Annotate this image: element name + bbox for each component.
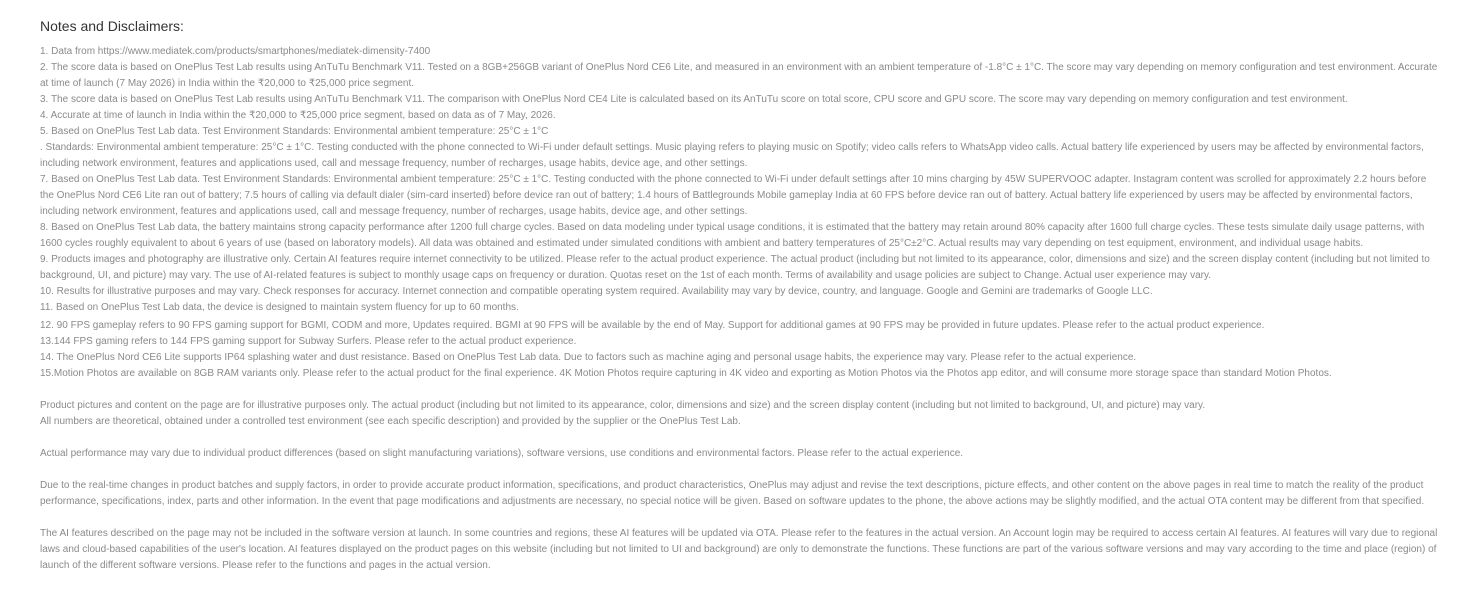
note-5: 5. Based on OnePlus Test Lab data. Test Environment Standards: Environmental ambient temperature: 25°C ± 1°C [40, 126, 549, 137]
note-2: 2. The score data is based on OnePlus Test Lab results using AnTuTu Benchmark V11. Tested on a 8GB+256GB variant of OnePlus Nord CE6 Lite, and measured in an environment with an ambient temperature of -1.8°C ± 1°C. The score may vary depending on memory configuration and test environment. Accurate at time of launch (7 May 2026) in India within the ₹20,000 to ₹25,000 price segment. [40, 62, 1438, 89]
note-15: 15.Motion Photos are available on 8GB RAM variants only. Please refer to the actual product for the final experience. 4K Motion Photos require capturing in 4K video and exporting as Motion Photos via the Photos app editor, and will consume more storage space than standard Motion Photos. [40, 368, 1332, 379]
note-6: . Standards: Environmental ambient temperature: 25°C ± 1°C. Testing conducted with the phone connected to Wi-Fi under default settings. Music playing refers to playing music on Spotify; video calls refers to WhatsApp video calls. Actual battery life experienced by users may be affected by environmental factors, including network environment, features and applications used, call and message frequency, number of recharges, usage habits, device age, and other settings. [40, 142, 1424, 169]
disclaimer-performance: Actual performance may vary due to individual product differences (based on slight manufacturing variations), software versions, use conditions and environmental factors. Please refer to the actual experience. [40, 448, 964, 459]
note-14: 14. The OnePlus Nord CE6 Lite supports IP64 splashing water and dust resistance. Based on OnePlus Test Lab data. Due to factors such as machine aging and personal usage habits, the experience may vary. Please refer to the actual experience. [40, 352, 1137, 363]
disclaimer-ai-features: The AI features described on the page may not be included in the software version at launch. In some countries and regions, these AI features will be updated via OTA. Please refer to the features in the actual version. An Account login may be required to access certain AI features. AI features will vary due to regional laws and cloud-based capabilities of the user's location. AI features displayed on the product pages on this website (including but not limited to UI and background) are only to demonstrate the functions. These functions are part of the various software versions and may vary according to the time and place (region) of launch of the different software versions. Please refer to the functions and pages in the actual version. [40, 528, 1438, 571]
notes-title: Notes and Disclaimers: [40, 18, 184, 34]
note-12: 12. 90 FPS gameplay refers to 90 FPS gaming support for BGMI, CODM and more, Updates required. BGMI at 90 FPS will be available by the end of May. Support for additional games at 90 FPS may be provided in future updates. Please refer to the actual product experience. [40, 320, 1265, 331]
disclaimer-realtime-changes: Due to the real-time changes in product batches and supply factors, in order to provide accurate product information, specifications, and product characteristics, OnePlus may adjust and revise the text descriptions, picture effects, and other content on the above pages in real time to match the reality of the product performance, specifications, index, parts and other information. In the event that page modifications and adjustments are necessary, no special notice will be given. Based on software updates to the phone, the above actions may be slightly modified, and the actual OTA content may be different from that specified. [40, 480, 1425, 507]
note-1: 1. Data from https://www.mediatek.com/products/smartphones/mediatek-dimensity-7400 [40, 46, 431, 57]
disclaimer-numbers: All numbers are theoretical, obtained under a controlled test environment (see each specific description) and provided by the supplier or the OnePlus Test Lab. [40, 416, 741, 427]
note-13: 13.144 FPS gaming refers to 144 FPS gaming support for Subway Surfers. Please refer to the actual product experience. [40, 336, 577, 347]
disclaimer-section [40, 17, 1440, 590]
note-8: 8. Based on OnePlus Test Lab data, the battery maintains strong capacity performance after 1200 full charge cycles. Based on data modeling under typical usage conditions, it is estimated that the battery may retain around 80% capacity after 1600 full charge cycles. These tests simulate daily usage patterns, with 1600 cycles roughly equivalent to about 6 years of use (based on laboratory models). All data was obtained and estimated under simulated conditions with ambient and battery temperatures of 25°C±2°C. Actual results may vary depending on test equipment, environment, and individual usage habits. [40, 222, 1425, 249]
note-3: 3. The score data is based on OnePlus Test Lab results using AnTuTu Benchmark V11. The comparison with OnePlus Nord CE4 Lite is calculated based on its AnTuTu score on total score, CPU score and GPU score. The score may vary depending on memory configuration and test environment. [40, 94, 1348, 105]
note-7: 7. Based on OnePlus Test Lab data. Test Environment Standards: Environmental ambient temperature: 25°C ± 1°C. Testing conducted with the phone connected to Wi-Fi under default settings after 10 mins charging by 45W SUPERVOOC adapter. Instagram content was scrolled for approximately 2.2 hours before the OnePlus Nord CE6 Lite ran out of battery; 7.5 hours of calling via default dialer (sim-card inserted) before device ran out of battery; 1.4 hours of Battlegrounds Mobile gameplay India at 60 FPS before device ran out of battery. Actual battery life experienced by users may be affected by environmental factors, including network environment, features and applications used, call and message frequency, number of recharges, usage habits, device age, and other settings. [40, 174, 1427, 217]
general-disclaimers [40, 398, 1440, 574]
disclaimer-product-pictures: Product pictures and content on the page are for illustrative purposes only. The actual product (including but not limited to its appearance, color, dimensions and size) and the screen display content (including but not limited to background, UI, and picture) may vary. [40, 400, 1206, 411]
note-10: 10. Results for illustrative purposes and may vary. Check responses for accuracy. Internet connection and compatible operating system required. Availability may vary by device, country, and language. Google and Gemini are trademarks of Google LLC. [40, 286, 1153, 297]
note-11: 11. Based on OnePlus Test Lab data, the device is designed to maintain system fluency for up to 60 months. [40, 302, 519, 313]
notes-list [40, 44, 1440, 382]
note-4: 4. Accurate at time of launch in India within the ₹20,000 to ₹25,000 price segment, based on data as of 7 May, 2026. [40, 110, 556, 121]
note-9: 9. Products images and photography are illustrative only. Certain AI features require internet connectivity to be utilized. Please refer to the actual product experience. The actual product (including but not limited to its appearance, color, dimensions and size) and the screen display content (including but not limited to background, UI, and picture) may vary. The use of AI-related features is subject to monthly usage caps on frequency or duration. Quotas reset on the 1st of each month. Terms of availability and usage policies are subject to Change. Actual user experience may vary. [40, 254, 1430, 281]
